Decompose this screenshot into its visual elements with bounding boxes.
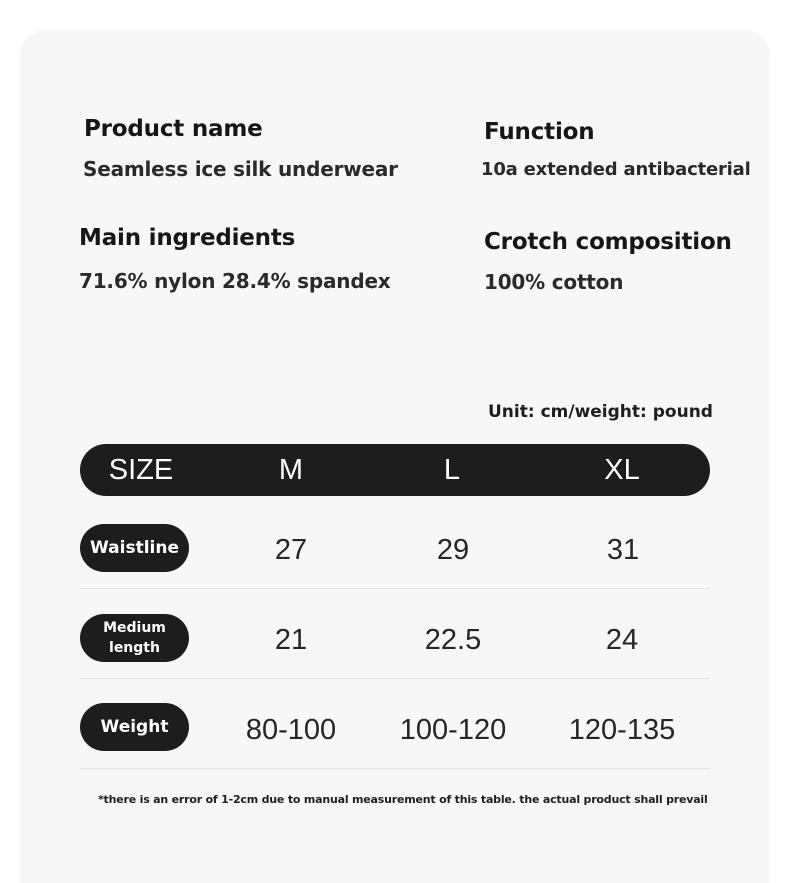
row-label-weight: Weight (80, 703, 189, 751)
table-cell: 21 (274, 624, 308, 656)
unit-note: Unit: cm/weight: pound (488, 402, 713, 422)
size-table-header (80, 444, 710, 496)
product-name-value: Seamless ice silk underwear (83, 157, 398, 181)
table-cell: 120-135 (568, 714, 676, 746)
table-cell: 22.5 (424, 624, 482, 656)
main-ingredients-label: Main ingredients (79, 225, 296, 251)
table-cell: 27 (274, 534, 308, 566)
table-cell: 100-120 (399, 714, 507, 746)
table-cell: 29 (436, 534, 470, 566)
function-value: 10a extended antibacterial (481, 159, 751, 180)
header-xl: XL (604, 454, 640, 486)
row-label-medium-length: Medium length (80, 614, 189, 662)
measurement-footnote: *there is an error of 1-2cm due to manual measurement of this table. the actual product shall prevail (98, 793, 708, 806)
crotch-composition-label: Crotch composition (484, 229, 732, 255)
header-size: SIZE (108, 454, 174, 486)
row-divider (80, 768, 710, 769)
function-label: Function (484, 119, 595, 145)
header-m: M (278, 454, 304, 486)
crotch-composition-value: 100% cotton (484, 270, 624, 294)
table-cell: 24 (605, 624, 639, 656)
table-cell: 31 (606, 534, 640, 566)
row-label-waistline: Waistline (80, 524, 189, 572)
table-cell: 80-100 (245, 714, 337, 746)
row-divider (80, 678, 710, 679)
row-divider (80, 588, 710, 589)
main-ingredients-value: 71.6% nylon 28.4% spandex (79, 269, 391, 293)
header-l: L (443, 454, 461, 486)
product-name-label: Product name (84, 116, 263, 142)
